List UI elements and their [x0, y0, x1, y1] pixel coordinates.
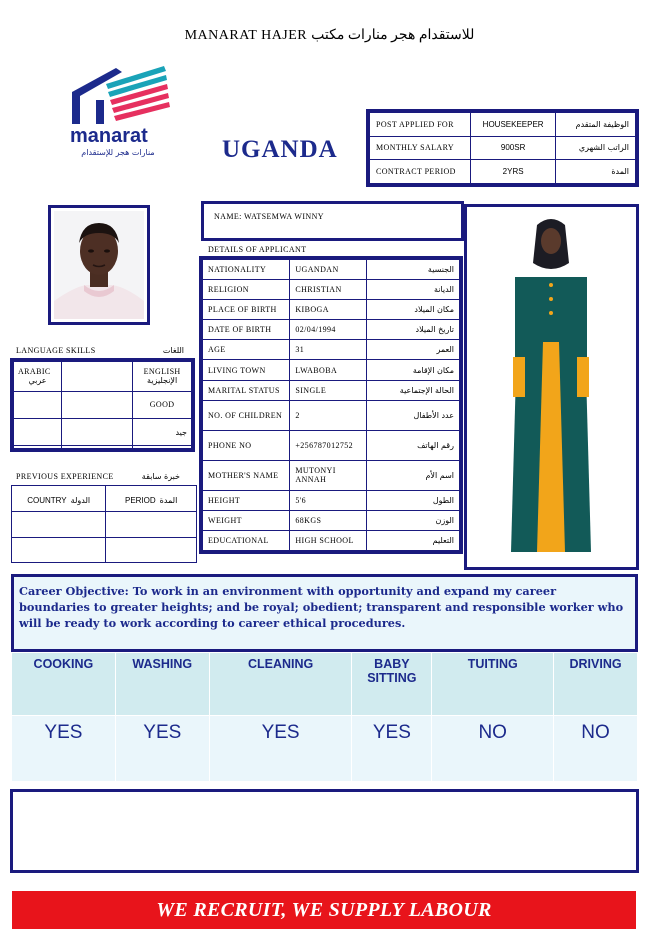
- house-logo-icon: [66, 62, 176, 126]
- period-header: PERIOD: [124, 495, 156, 505]
- empty-cell: [14, 391, 62, 418]
- post-label-arabic: الراتب الشهري: [556, 136, 636, 160]
- skill-name: DRIVING: [554, 653, 638, 716]
- empty-cell: [62, 418, 133, 445]
- post-label: CONTRACT PERIOD: [370, 160, 471, 184]
- post-row: [370, 136, 636, 160]
- detail-label-arabic: مكان الميلاد: [367, 300, 460, 320]
- full-body-figure-icon: [467, 207, 636, 567]
- country-header-arabic: الدولة: [70, 495, 91, 505]
- details-row: [203, 460, 460, 490]
- details-row: [203, 300, 460, 320]
- passport-photo: [48, 205, 150, 325]
- detail-label-arabic: الوزن: [367, 510, 460, 530]
- skill-value: YES: [352, 716, 432, 782]
- details-row: [203, 280, 460, 300]
- arabic-level-cell: [62, 362, 133, 392]
- portrait-photo-icon: [54, 211, 144, 319]
- arabic-language-cell: [14, 362, 62, 392]
- detail-value: 02/04/1994: [290, 320, 367, 340]
- career-objective: Career Objective: To work in an environment with opportunity and expand my career boundaries to greater heights; and be royal; obedient; transparent and responsible worker who will be ready to work according to career ethical procedures.: [11, 574, 638, 652]
- detail-label: MOTHER'S NAME: [203, 460, 290, 490]
- skill-value: NO: [554, 716, 638, 782]
- english-label: ENGLISH: [143, 367, 181, 377]
- english-language-cell: [133, 362, 192, 392]
- detail-label-arabic: الجنسية: [367, 260, 460, 280]
- detail-label: LIVING TOWN: [203, 360, 290, 380]
- details-row: [203, 530, 460, 550]
- detail-label-arabic: الديانة: [367, 280, 460, 300]
- skill-value: YES: [209, 716, 352, 782]
- empty-cell: [62, 446, 133, 449]
- detail-label: HEIGHT: [203, 490, 290, 510]
- detail-label: PLACE OF BIRTH: [203, 300, 290, 320]
- details-row: [203, 360, 460, 380]
- details-row: [203, 260, 460, 280]
- detail-value: 31: [290, 340, 367, 360]
- detail-value: LWABOBA: [290, 360, 367, 380]
- arabic-label-arabic: عربي: [28, 376, 47, 386]
- logo-wordmark: manarat: [70, 125, 148, 147]
- detail-label: AGE: [203, 340, 290, 360]
- arabic-label: ARABIC: [18, 367, 51, 377]
- post-label: MONTHLY SALARY: [370, 136, 471, 160]
- empty-cell: [14, 418, 62, 445]
- detail-label: NATIONALITY: [203, 260, 290, 280]
- details-row: [203, 340, 460, 360]
- skill-name: TUITING: [432, 653, 554, 716]
- detail-value: UGANDAN: [290, 260, 367, 280]
- detail-value: +256787012752: [290, 430, 367, 460]
- post-row: [370, 113, 636, 137]
- period-header-arabic: المدة: [159, 495, 178, 505]
- detail-label: MARITAL STATUS: [203, 380, 290, 400]
- country-header: COUNTRY: [27, 495, 67, 505]
- detail-label-arabic: الحالة الإجتماعية: [367, 380, 460, 400]
- skills-table: [11, 652, 638, 781]
- detail-value: SINGLE: [290, 380, 367, 400]
- english-level: GOOD: [133, 391, 192, 418]
- post-label-arabic: الوظيفة المتقدم: [556, 113, 636, 137]
- details-row: [203, 430, 460, 460]
- detail-label-arabic: الطول: [367, 490, 460, 510]
- detail-label: DATE OF BIRTH: [203, 320, 290, 340]
- skill-value: YES: [12, 716, 116, 782]
- period-header-cell: [106, 486, 197, 512]
- recruit-banner: WE RECRUIT, WE SUPPLY LABOUR: [12, 891, 636, 929]
- details-table: [199, 256, 463, 554]
- detail-label-arabic: العمر: [367, 340, 460, 360]
- skill-name: COOKING: [12, 653, 116, 716]
- english-label-arabic: الإنجليزية: [147, 376, 178, 386]
- notes-box: [10, 789, 639, 873]
- experience-title-arabic: خبرة سابقة: [141, 472, 180, 481]
- details-row: [203, 380, 460, 400]
- post-label-arabic: المدة: [556, 160, 636, 184]
- detail-label: WEIGHT: [203, 510, 290, 530]
- detail-label-arabic: عدد الأطفال: [367, 400, 460, 430]
- empty-cell: [106, 512, 197, 538]
- logo-arabic-text: منارات هجر للإستقدام: [81, 148, 155, 157]
- empty-cell: [106, 537, 197, 563]
- detail-label-arabic: مكان الإقامة: [367, 360, 460, 380]
- post-value: HOUSEKEEPER: [471, 113, 556, 137]
- empty-cell: [12, 512, 106, 538]
- language-skills-title-arabic: اللغات: [162, 346, 184, 355]
- empty-cell: [12, 537, 106, 563]
- post-label: POST APPLIED FOR: [370, 113, 471, 137]
- empty-cell: [62, 391, 133, 418]
- detail-label: PHONE NO: [203, 430, 290, 460]
- details-row: [203, 510, 460, 530]
- detail-label: RELIGION: [203, 280, 290, 300]
- details-row: [203, 400, 460, 430]
- detail-value: MUTONYI ANNAH: [290, 460, 367, 490]
- post-row: [370, 160, 636, 184]
- detail-label: NO. OF CHILDREN: [203, 400, 290, 430]
- details-row: [203, 320, 460, 340]
- empty-cell: [133, 446, 192, 449]
- detail-value: 68KGS: [290, 510, 367, 530]
- details-title: DETAILS OF APPLICANT: [208, 245, 307, 254]
- full-body-photo: [464, 204, 639, 570]
- skill-name: WASHING: [115, 653, 209, 716]
- details-row: [203, 490, 460, 510]
- language-skills-title: LANGUAGE SKILLS: [16, 346, 96, 355]
- empty-cell: [14, 446, 62, 449]
- detail-value: 5'6: [290, 490, 367, 510]
- country-title: UGANDA: [222, 136, 338, 163]
- detail-value: 2: [290, 400, 367, 430]
- skill-value: YES: [115, 716, 209, 782]
- detail-value: CHRISTIAN: [290, 280, 367, 300]
- experience-table: [11, 485, 197, 563]
- detail-value: HIGH SCHOOL: [290, 530, 367, 550]
- post-value: 2YRS: [471, 160, 556, 184]
- skill-value: NO: [432, 716, 554, 782]
- post-table: [366, 109, 639, 187]
- detail-label: EDUCATIONAL: [203, 530, 290, 550]
- detail-label-arabic: التعليم: [367, 530, 460, 550]
- skill-name: CLEANING: [209, 653, 352, 716]
- skill-name: BABY SITTING: [352, 653, 432, 716]
- detail-label-arabic: رقم الهاتف: [367, 430, 460, 460]
- language-table: [10, 358, 195, 452]
- detail-label-arabic: اسم الأم: [367, 460, 460, 490]
- applicant-name: NAME: WATSEMWA WINNY: [201, 201, 464, 241]
- detail-value: KIBOGA: [290, 300, 367, 320]
- experience-title: PREVIOUS EXPERIENCE: [16, 472, 114, 481]
- header-title: MANARAT HAJER للاستقدام هجر منارات مكتب: [184, 28, 475, 43]
- detail-label-arabic: تاريخ الميلاد: [367, 320, 460, 340]
- english-level-arabic: جيد: [133, 418, 192, 445]
- post-value: 900SR: [471, 136, 556, 160]
- country-header-cell: [12, 486, 106, 512]
